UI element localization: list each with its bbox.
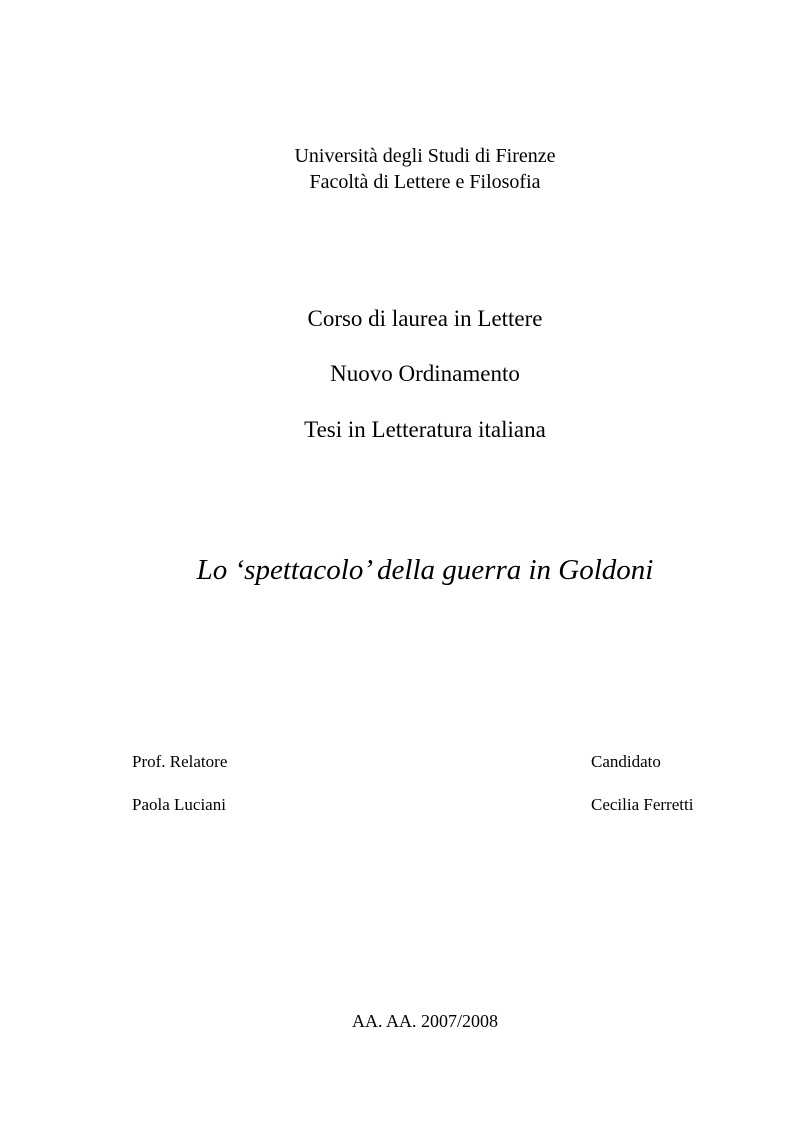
faculty-name: Facoltà di Lettere e Filosofia	[309, 171, 541, 193]
thesis-subject: Tesi in Letteratura italiana	[304, 417, 546, 442]
university-name: Università degli Studi di Firenze	[294, 145, 556, 167]
candidate-name: Cecilia Ferretti	[591, 795, 694, 814]
degree-course: Corso di laurea in Lettere	[307, 306, 543, 331]
supervisor-label: Prof. Relatore	[132, 752, 228, 771]
candidate-label: Candidato	[591, 752, 661, 771]
thesis-title: Lo ‘spettacolo’ della guerra in Goldoni	[196, 554, 654, 586]
academic-year: AA. AA. 2007/2008	[351, 1011, 498, 1031]
ordinance: Nuovo Ordinamento	[330, 361, 520, 386]
supervisor-name: Paola Luciani	[132, 795, 226, 814]
